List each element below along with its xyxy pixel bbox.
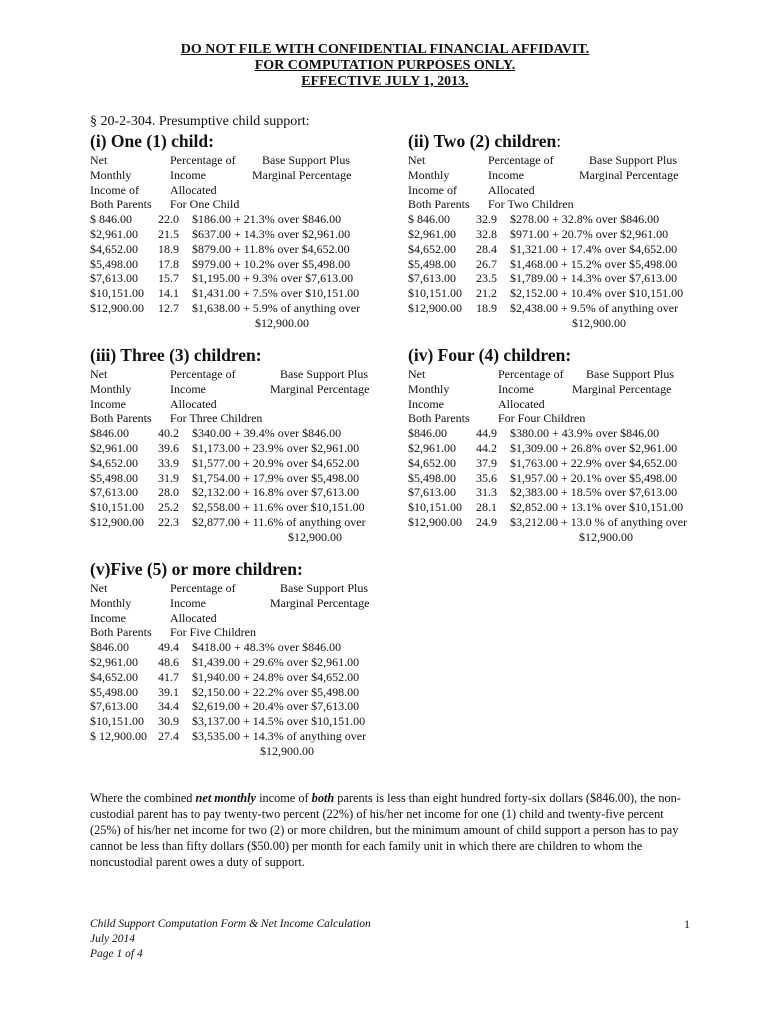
support-formula: $2,852.00 + 13.1% over $10,151.00 [510,500,684,515]
header-line-2: FOR COMPUTATION PURPOSES ONLY. [254,58,516,73]
percentage-value: 32.9 [476,212,497,227]
column-header-percentage: For Four Children [498,411,586,426]
net-income-value: $5,498.00 [408,470,456,485]
net-income-value: $7,613.00 [90,699,138,714]
column-header-percentage: Percentage of [170,367,236,381]
percentage-value: 27.4 [158,729,179,743]
net-income-value: $846.00 [90,426,129,441]
column-header-base-support: Base Support Plus [280,581,369,595]
percentage-value: 28.1 [476,500,497,515]
column-header-net-income: Monthly [90,381,132,396]
column-header-base-support: Marginal Percentage [252,167,352,182]
net-income-value: $10,151.00 [408,286,462,301]
column-header-net-income: Net [90,153,108,167]
support-formula: $418.00 + 48.3% over $846.00 [192,640,342,655]
column-header-percentage: For Two Children [488,197,574,212]
paragraph-emphasis: net monthly [195,791,256,805]
support-formula: $2,558.00 + 11.6% over $10,151.00 [192,500,365,515]
column-header-percentage: Income [170,167,206,182]
page-number: 1 [684,917,690,931]
footer-title: Child Support Computation Form & Net Income Calculation [90,918,371,930]
percentage-value: 31.3 [476,485,497,500]
column-header-base-support: Base Support Plus [589,153,678,167]
percentage-value: 49.4 [158,640,179,655]
formula-continuation: $12,900.00 [288,529,342,544]
percentage-value: 32.8 [476,227,497,241]
support-formula: $1,957.00 + 20.1% over $5,498.00 [510,470,678,485]
net-income-value: $4,652.00 [90,241,138,256]
support-formula: $1,468.00 + 15.2% over $5,498.00 [510,256,678,271]
net-income-value: $7,613.00 [408,271,456,286]
formula-continuation: $12,900.00 [579,529,633,544]
percentage-value: 23.5 [476,271,497,286]
section-title [90,131,214,152]
net-income-value: $12,900.00 [90,515,144,529]
column-header-percentage: For Three Children [170,411,263,426]
support-formula: $971.00 + 20.7% over $2,961.00 [510,227,669,241]
support-formula: $979.00 + 10.2% over $5,498.00 [192,256,351,271]
percentage-value: 37.9 [476,455,497,470]
support-formula: $2,438.00 + 9.5% of anything over [510,301,679,315]
column-header-percentage: Percentage of [170,581,236,595]
net-income-value: $2,961.00 [408,441,456,455]
column-header-base-support: Marginal Percentage [270,595,370,610]
percentage-value: 21.2 [476,286,497,301]
percentage-value: 22.0 [158,212,179,227]
support-formula: $879.00 + 11.8% over $4,652.00 [192,241,350,256]
net-income-value: $10,151.00 [90,714,144,729]
net-income-value: $ 846.00 [90,212,132,227]
column-header-net-income: Net [408,153,426,167]
percentage-value: 28.4 [476,241,497,256]
column-header-net-income: Income [90,396,126,411]
header-line-1: DO NOT FILE WITH CONFIDENTIAL FINANCIAL AFFIDAVIT. [180,42,590,57]
net-income-value: $5,498.00 [90,256,138,271]
minimum-support-paragraph [90,790,690,870]
percentage-value: 22.3 [158,515,179,529]
net-income-value: $4,652.00 [90,455,138,470]
percentage-value: 40.2 [158,426,179,441]
percentage-value: 18.9 [476,301,497,315]
column-header-net-income: Net [90,581,108,595]
support-formula: $1,577.00 + 20.9% over $4,652.00 [192,455,360,470]
section-title-colon: : [556,131,562,151]
percentage-value: 15.7 [158,271,179,286]
percentage-value: 34.4 [158,699,179,714]
percentage-value: 39.6 [158,441,179,455]
percentage-value: 31.9 [158,470,179,485]
percentage-value: 35.6 [476,470,497,485]
percentage-value: 44.2 [476,441,497,455]
paragraph-emphasis: both [311,791,335,805]
support-formula: $1,173.00 + 23.9% over $2,961.00 [192,441,360,455]
net-income-value: $4,652.00 [408,241,456,256]
formula-continuation: $12,900.00 [255,315,309,330]
percentage-value: 26.7 [476,256,497,271]
net-income-value: $846.00 [90,640,129,655]
net-income-value: $12,900.00 [408,301,462,315]
net-income-value: $10,151.00 [90,286,144,301]
net-income-value: $2,961.00 [90,441,138,455]
column-header-percentage: Allocated [498,396,545,411]
support-formula: $3,212.00 + 13.0 % of anything over [510,515,688,529]
net-income-value: $4,652.00 [408,455,456,470]
column-header-percentage: For One Child [170,197,240,212]
column-header-net-income: Income [408,396,444,411]
percentage-value: 33.9 [158,455,179,470]
net-income-value: $ 12,900.00 [90,729,147,743]
percentage-value: 41.7 [158,669,179,684]
net-income-value: $4,652.00 [90,669,138,684]
support-formula: $3,535.00 + 14.3% of anything over [192,729,367,743]
column-header-base-support: Marginal Percentage [572,381,672,396]
column-header-net-income: Income [90,610,126,625]
support-formula: $2,152.00 + 10.4% over $10,151.00 [510,286,684,301]
percentage-value: 30.9 [158,714,179,729]
support-formula: $1,940.00 + 24.8% over $4,652.00 [192,669,360,684]
percentage-value: 39.1 [158,684,179,699]
support-formula: $2,877.00 + 11.6% of anything over [192,515,366,529]
column-header-percentage: Percentage of [488,153,554,167]
net-income-value: $5,498.00 [90,470,138,485]
column-header-base-support: Base Support Plus [586,367,675,381]
footer [90,917,371,962]
header-line-3: EFFECTIVE JULY 1, 2013. [301,74,469,89]
column-header-percentage: Allocated [170,610,217,625]
column-header-net-income: Both Parents [408,411,470,426]
paragraph-text: Where the combined [90,791,196,805]
column-header-net-income: Net [90,367,108,381]
support-formula: $1,309.00 + 26.8% over $2,961.00 [510,441,678,455]
net-income-value: $846.00 [408,426,447,441]
section-title-text: (v)Five (5) or more children: [90,559,303,579]
percentage-value: 24.9 [476,515,497,529]
column-header-percentage: Percentage of [170,153,236,167]
column-header-net-income: Both Parents [90,625,152,640]
column-header-percentage: Income [488,167,524,182]
support-formula: $1,195.00 + 9.3% over $7,613.00 [192,271,354,286]
percentage-value: 28.0 [158,485,179,500]
column-header-percentage: Income [170,381,206,396]
support-formula: $3,137.00 + 14.5% over $10,151.00 [192,714,366,729]
percentage-value: 17.8 [158,256,179,271]
support-formula: $1,638.00 + 5.9% of anything over [192,301,361,315]
column-header-percentage: Allocated [170,396,217,411]
column-header-percentage: Allocated [170,182,217,197]
column-header-base-support: Marginal Percentage [270,381,370,396]
support-formula: $380.00 + 43.9% over $846.00 [510,426,660,441]
net-income-value: $7,613.00 [90,485,138,500]
percentage-value: 14.1 [158,286,179,301]
statute-heading: § 20-2-304. Presumptive child support: [90,114,310,129]
column-header-percentage: Income [498,381,534,396]
support-formula: $1,789.00 + 14.3% over $7,613.00 [510,271,678,286]
column-header-percentage: For Five Children [170,625,256,640]
net-income-value: $ 846.00 [408,212,450,227]
support-formula: $278.00 + 32.8% over $846.00 [510,212,660,227]
section-title [408,131,561,152]
column-header-percentage: Percentage of [498,367,564,381]
support-formula: $2,383.00 + 18.5% over $7,613.00 [510,485,678,500]
column-header-net-income: Both Parents [90,411,152,426]
section-title-text: (iv) Four (4) children: [408,345,572,365]
column-header-net-income: Both Parents [408,197,470,212]
percentage-value: 12.7 [158,301,179,315]
section-title [90,345,262,366]
column-header-percentage: Income [170,595,206,610]
net-income-value: $10,151.00 [90,500,144,515]
section-title-text: (iii) Three (3) children: [90,345,262,365]
net-income-value: $12,900.00 [408,515,462,529]
section-title [408,345,571,366]
net-income-value: $5,498.00 [408,256,456,271]
support-formula: $637.00 + 14.3% over $2,961.00 [192,227,351,241]
formula-continuation: $12,900.00 [572,315,626,330]
column-header-percentage: Allocated [488,182,535,197]
column-header-base-support: Base Support Plus [280,367,369,381]
net-income-value: $2,961.00 [90,655,138,669]
formula-continuation: $12,900.00 [260,743,314,758]
net-income-value: $2,961.00 [90,227,138,241]
net-income-value: $10,151.00 [408,500,462,515]
net-income-value: $7,613.00 [408,485,456,500]
net-income-value: $7,613.00 [90,271,138,286]
column-header-net-income: Monthly [408,381,450,396]
support-formula: $2,619.00 + 20.4% over $7,613.00 [192,699,360,714]
column-header-net-income: Monthly [90,167,132,182]
column-header-base-support: Base Support Plus [262,153,351,167]
support-formula: $1,763.00 + 22.9% over $4,652.00 [510,455,678,470]
support-formula: $1,431.00 + 7.5% over $10,151.00 [192,286,360,301]
column-header-net-income: Both Parents [90,197,152,212]
footer-page: Page 1 of 4 [90,948,143,960]
section-title-text: (i) One (1) child: [90,131,214,151]
paragraph-text: income of [256,791,312,805]
column-header-base-support: Marginal Percentage [579,167,679,182]
paragraph-text: parents is less than eight hundred forty-six dollars ($846.00), the non-custodial parent has to pay twenty-two percent (22%) of his/her net income for one (1) child and twenty-five percent (25%) of his/her net income for two (2) or more children, but the minimum amount of child support a person has to pay cannot be less than fifty dollars ($50.00) per month for each family unit in which there are children to whom the noncustodial parent owes a duty of support. [90,791,681,869]
support-formula: $1,439.00 + 29.6% over $2,961.00 [192,655,360,669]
percentage-value: 18.9 [158,241,179,256]
support-formula: $2,150.00 + 22.2% over $5,498.00 [192,684,360,699]
support-formula: $186.00 + 21.3% over $846.00 [192,212,342,227]
support-formula: $1,321.00 + 17.4% over $4,652.00 [510,241,678,256]
support-formula: $340.00 + 39.4% over $846.00 [192,426,342,441]
column-header-net-income: Net [408,367,426,381]
percentage-value: 21.5 [158,227,179,241]
net-income-value: $2,961.00 [408,227,456,241]
net-income-value: $12,900.00 [90,301,144,315]
column-header-net-income: Monthly [90,595,132,610]
section-title-text: (ii) Two (2) children [408,131,557,151]
support-formula: $2,132.00 + 16.8% over $7,613.00 [192,485,360,500]
footer-date: July 2014 [90,933,136,945]
percentage-value: 48.6 [158,655,179,669]
support-formula: $1,754.00 + 17.9% over $5,498.00 [192,470,360,485]
section-title [90,559,303,580]
percentage-value: 25.2 [158,500,179,515]
percentage-value: 44.9 [476,426,497,441]
column-header-net-income: Income of [408,182,457,197]
column-header-net-income: Income of [90,182,139,197]
net-income-value: $5,498.00 [90,684,138,699]
column-header-net-income: Monthly [408,167,450,182]
